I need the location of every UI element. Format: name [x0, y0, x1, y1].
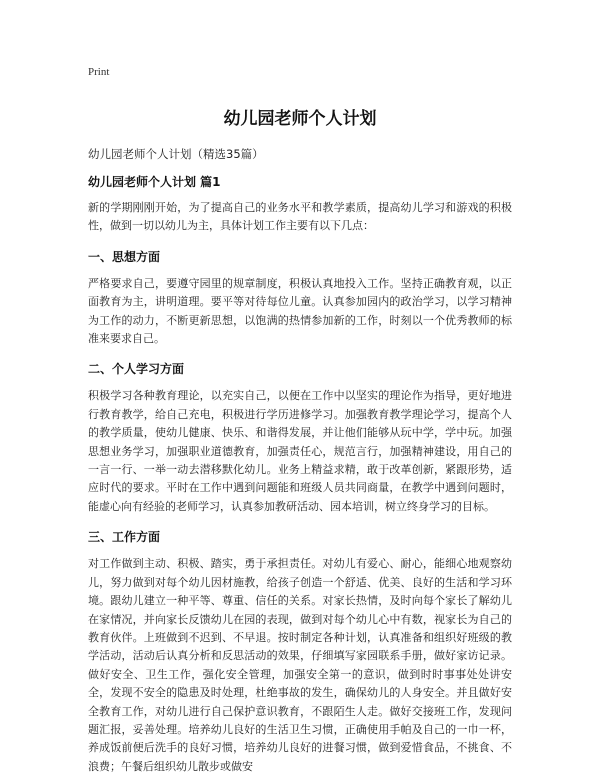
article-heading: 幼儿园老师个人计划 篇1: [88, 175, 221, 189]
section-heading-work: 三、工作方面: [88, 530, 161, 545]
section-text-thought: 严格要求自己，要遵守园里的规章制度，积极认真地投入工作。坚持正确教育观，以正面教育为主，讲明道理。要平等对待每位儿童。认真参加园内的政治学习，以学习精神为工作的动力，不断更新思想，以饱满的热情参加新的工作，时刻以一个优秀教师的标准来要求自己。: [88, 276, 512, 346]
section-heading-thought: 一、思想方面: [88, 249, 161, 264]
document-subtitle: 幼儿园老师个人计划（精选35篇）: [88, 147, 264, 161]
page-title: 幼儿园老师个人计划: [223, 109, 377, 129]
section-text-work: 对工作做到主动、积极、踏实，勇于承担责任。对幼儿有爱心、耐心，能细心地观察幼儿，努力做到对每个幼儿因材施教，给孩子创造一个舒适、优美、良好的生活和学习环境。跟幼儿建立一种平等、尊重、信任的关系。对家长热情，及时向每个家长了解幼儿在家情况，并向家长反馈幼儿在园的表现，做到对每个幼儿心中有数，视家长为自己的教育伙伴。上班做到不迟到、不早退。按时制定各种计划，认真准备和组织好班级的教学活动，活动后认真分析和反思活动的效果，仔细填写家园联系手册，做好家访记录。做好安全、卫生工作，强化安全管理，加强安全第一的意识，做到时时事事处处讲安全，发现不安全的隐患及时处理，杜绝事故的发生，确保幼儿的人身安全。并且做好安全教育工作，对幼儿进行自己保护意识教育，不跟陌生人走。做好交接班工作，发现问题汇报，妥善处理。培养幼儿良好的生活卫生习惯，正确使用手帕及自己的一巾一杯，养成饭前便后洗手的良好习惯，培养幼儿良好的进餐习惯，做到爱惜食品，不挑食、不浪费；午餐后组织幼儿散步或做安: [88, 557, 512, 773]
intro-paragraph: 新的学期刚刚开始，为了提高自己的业务水平和教学素质，提高幼儿学习和游戏的积极性，做到一切以幼儿为主，具体计划工作主要有以下几点：: [88, 201, 512, 233]
print-label[interactable]: Print: [88, 66, 110, 78]
section-text-study: 积极学习各种教育理论，以充实自己，以便在工作中以坚实的理论作为指导，更好地进行教育教学，给自己充电，积极进行学历进修学习。加强教育教学理论学习，提高个人的教学质量，使幼儿健康、快乐、和谐得发展，并让他们能够从玩中学，学中玩。加强思想业务学习，加强职业道德教育，加强责任心，规范言行，加强精神建设，用自己的一言一行、一举一动去潜移默化幼儿。业务上精益求精，敢于改革创新，紧跟形势，适应时代的要求。平时在工作中遇到问题能和班级人员共同商量，在教学中遇到问题时，能虚心向有经验的老师学习，认真参加教研活动、园本培训，树立终身学习的目标。: [88, 389, 512, 513]
section-heading-study: 二、个人学习方面: [88, 362, 185, 377]
